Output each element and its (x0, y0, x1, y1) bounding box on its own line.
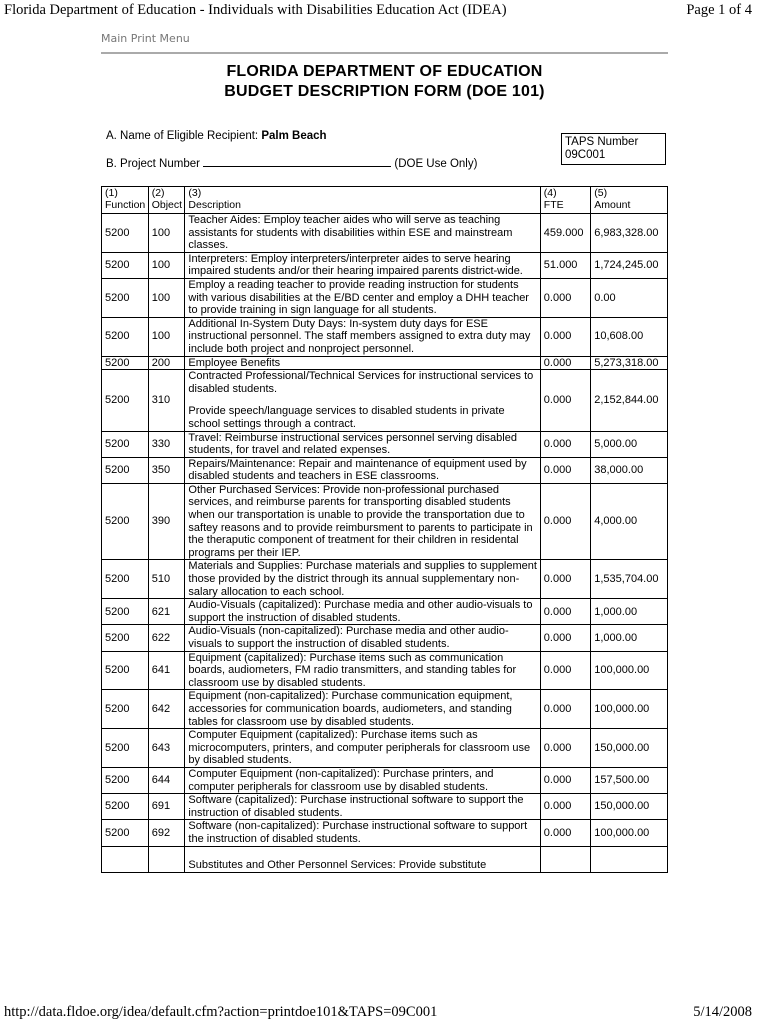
cell-object: 390 (148, 483, 185, 560)
cell-function: 5200 (102, 651, 149, 690)
cell-fte: 0.000 (540, 431, 590, 457)
cell-function: 5200 (102, 317, 149, 356)
cell-amount: 0.00 (591, 278, 668, 317)
cell-description (185, 599, 540, 625)
cell-function: 5200 (102, 356, 149, 370)
cell-function: 5200 (102, 820, 149, 846)
cell-amount: 1,535,704.00 (591, 560, 668, 599)
cell-fte: 0.000 (540, 625, 590, 651)
cell-description (185, 483, 540, 560)
cell-fte: 0.000 (540, 560, 590, 599)
recipient-label: A. Name of Eligible Recipient: (106, 130, 259, 142)
description-text: Software (non-capitalized): Purchase instructional software to support the instruction of disabled students. (188, 820, 528, 845)
cell-amount: 100,000.00 (591, 820, 668, 846)
taps-value: 09C001 (565, 149, 606, 161)
cell-object: 622 (148, 625, 185, 651)
header-num: (3) (188, 187, 202, 199)
menu-divider (101, 52, 668, 54)
cell-object: 100 (148, 252, 185, 278)
header-description (185, 187, 540, 214)
cell-fte: 0.000 (540, 767, 590, 793)
project-label: B. Project Number (106, 158, 200, 170)
cell-object: 644 (148, 767, 185, 793)
cell-description (185, 560, 540, 599)
taps-label: TAPS Number (565, 136, 639, 148)
description-text: Substitutes and Other Personnel Services: Provide substitute (188, 858, 487, 871)
cell-object: 692 (148, 820, 185, 846)
header-num: (5) (594, 187, 608, 199)
cell-fte: 0.000 (540, 651, 590, 690)
description-text: Other Purchased Services: Provide non-professional purchased services, and reimburse parents for transporting disabled students when our transportation is unable to provide the transportation due to saftey reasons and to provide reimbursment to parents to participate in the theraputic component of treatment for their children in residental programs per their IEP. (188, 483, 533, 559)
cell-function: 5200 (102, 431, 149, 457)
header-object (148, 187, 185, 214)
description-text: Repairs/Maintenance: Repair and maintenance of equipment used by disabled students and teachers in ESE classrooms. (188, 457, 527, 483)
cell-function: 5200 (102, 690, 149, 729)
cell-object: 200 (148, 356, 185, 370)
cell-function (102, 846, 149, 872)
cell-amount: 1,724,245.00 (591, 252, 668, 278)
header-fte (540, 187, 590, 214)
cell-object: 310 (148, 370, 185, 431)
cell-description (185, 846, 540, 872)
cell-object: 621 (148, 599, 185, 625)
cell-amount: 6,983,328.00 (591, 214, 668, 253)
cell-object: 510 (148, 560, 185, 599)
taps-box (561, 133, 666, 165)
cell-function: 5200 (102, 278, 149, 317)
cell-object: 643 (148, 729, 185, 768)
cell-function: 5200 (102, 214, 149, 253)
cell-amount: 10,608.00 (591, 317, 668, 356)
header-label: Description (188, 199, 241, 211)
table-row (102, 820, 668, 846)
cell-function: 5200 (102, 252, 149, 278)
cell-function: 5200 (102, 625, 149, 651)
table-row (102, 214, 668, 253)
cell-amount: 1,000.00 (591, 599, 668, 625)
cell-fte: 0.000 (540, 278, 590, 317)
description-text: Interpreters: Employ interpreters/interpreter aides to serve hearing impaired students and/or their hearing impaired parents district-wide. (188, 252, 523, 278)
cell-amount: 157,500.00 (591, 767, 668, 793)
cell-description (185, 820, 540, 846)
description-text-secondary: Provide speech/language services to disabled students in private school settings through a contract. (188, 405, 505, 430)
table-row (102, 356, 668, 370)
description-text: Computer Equipment (capitalized): Purchase items such as microcomputers, printers, and computer peripherals for classroom use by disabled students. (188, 729, 531, 767)
header-label: Amount (594, 199, 631, 211)
cell-fte: 0.000 (540, 599, 590, 625)
cell-fte: 0.000 (540, 457, 590, 483)
cell-object: 642 (148, 690, 185, 729)
cell-amount: 38,000.00 (591, 457, 668, 483)
main-print-menu-link[interactable]: Main Print Menu (101, 32, 190, 45)
cell-fte: 0.000 (540, 317, 590, 356)
cell-amount: 1,000.00 (591, 625, 668, 651)
table-row (102, 846, 668, 872)
cell-fte: 0.000 (540, 690, 590, 729)
cell-fte: 0.000 (540, 729, 590, 768)
cell-description (185, 457, 540, 483)
cell-description (185, 370, 540, 431)
cell-fte: 0.000 (540, 370, 590, 431)
header-num: (1) (105, 187, 118, 199)
table-row (102, 252, 668, 278)
table-header-row (102, 187, 668, 214)
cell-description (185, 625, 540, 651)
cell-description (185, 690, 540, 729)
cell-function: 5200 (102, 560, 149, 599)
cell-fte: 0.000 (540, 820, 590, 846)
cell-fte: 0.000 (540, 356, 590, 370)
cell-function: 5200 (102, 729, 149, 768)
budget-table (101, 186, 668, 873)
project-number-blank (203, 156, 391, 167)
table-row (102, 431, 668, 457)
cell-amount: 100,000.00 (591, 651, 668, 690)
cell-amount: 2,152,844.00 (591, 370, 668, 431)
form-title-line1: FLORIDA DEPARTMENT OF EDUCATION (226, 63, 543, 80)
cell-description (185, 317, 540, 356)
cell-function: 5200 (102, 767, 149, 793)
cell-description (185, 278, 540, 317)
cell-description (185, 767, 540, 793)
table-row (102, 599, 668, 625)
cell-amount: 5,273,318.00 (591, 356, 668, 370)
table-row (102, 560, 668, 599)
cell-description (185, 214, 540, 253)
description-text: Software (capitalized): Purchase instructional software to support the instruction of disabled students. (188, 794, 524, 819)
cell-description (185, 252, 540, 278)
cell-amount: 150,000.00 (591, 794, 668, 820)
header-num: (4) (543, 187, 557, 199)
form-title-line2: BUDGET DESCRIPTION FORM (DOE 101) (224, 83, 545, 100)
table-row (102, 278, 668, 317)
cell-object: 691 (148, 794, 185, 820)
cell-fte: 51.000 (540, 252, 590, 278)
cell-fte: 0.000 (540, 794, 590, 820)
table-row (102, 483, 668, 560)
cell-amount: 5,000.00 (591, 431, 668, 457)
browser-header-page: Page 1 of 4 (686, 2, 752, 18)
description-text: Audio-Visuals (non-capitalized): Purchase media and other audio-visuals to support the instruction of disabled students. (188, 625, 509, 650)
table-row (102, 457, 668, 483)
cell-description (185, 729, 540, 768)
cell-fte: 0.000 (540, 483, 590, 560)
cell-amount (591, 846, 668, 872)
header-label: FTE (543, 199, 564, 211)
table-row (102, 794, 668, 820)
cell-amount: 4,000.00 (591, 483, 668, 560)
cell-object (148, 846, 185, 872)
table-row (102, 767, 668, 793)
description-text: Audio-Visuals (capitalized): Purchase media and other audio-visuals to support the instruction of disabled students. (188, 599, 533, 624)
cell-function: 5200 (102, 794, 149, 820)
cell-object: 100 (148, 214, 185, 253)
cell-function: 5200 (102, 370, 149, 431)
cell-object: 330 (148, 431, 185, 457)
table-row (102, 729, 668, 768)
table-row (102, 625, 668, 651)
description-text: Equipment (non-capitalized): Purchase communication equipment, accessories for communication boards, audiometers, and standing tables for classroom use by disabled students. (188, 690, 513, 728)
cell-object: 100 (148, 278, 185, 317)
table-row (102, 651, 668, 690)
table-row (102, 317, 668, 356)
cell-description (185, 651, 540, 690)
cell-object: 350 (148, 457, 185, 483)
header-label: Function (105, 199, 146, 211)
recipient-value: Palm Beach (261, 130, 327, 142)
description-text: Equipment (capitalized): Purchase items such as communication boards, audiometers, FM radio transmitters, and standing tables for classroom use by disabled students. (188, 651, 517, 689)
cell-amount: 100,000.00 (591, 690, 668, 729)
header-label: Object (151, 199, 183, 211)
cell-fte (540, 846, 590, 872)
description-text: Additional In-System Duty Days: In-system duty days for ESE instructional personnel. The staff members assigned to extra duty may include both project and nonproject personnel. (188, 317, 531, 355)
cell-object: 100 (148, 317, 185, 356)
budget-table-body (102, 214, 668, 873)
cell-description (185, 794, 540, 820)
cell-amount: 150,000.00 (591, 729, 668, 768)
description-text: Employee Benefits (188, 356, 281, 369)
cell-function: 5200 (102, 599, 149, 625)
description-text: Teacher Aides: Employ teacher aides who will serve as teaching assistants for students with disabilities within ESE and mainstream classes. (188, 214, 513, 252)
browser-footer-url: http://data.fldoe.org/idea/default.cfm?action=printdoe101&TAPS=09C001 (4, 1004, 438, 1020)
cell-description (185, 431, 540, 457)
header-num: (2) (151, 187, 165, 199)
header-function (102, 187, 149, 214)
project-line (106, 156, 477, 170)
header-amount (591, 187, 668, 214)
cell-description (185, 356, 540, 370)
description-text: Computer Equipment (non-capitalized): Purchase printers, and computer peripherals for classroom use by disabled students. (188, 767, 494, 793)
cell-fte: 459.000 (540, 214, 590, 253)
description-text: Materials and Supplies: Purchase materials and supplies to supplement those provided by the district through its annual supplementary non-salary allocation to each school. (188, 560, 537, 598)
description-text: Travel: Reimburse instructional services personnel serving disabled students, for travel and related expenses. (188, 431, 517, 457)
table-row (102, 690, 668, 729)
project-note: (DOE Use Only) (394, 158, 478, 170)
description-spacer (188, 395, 537, 405)
cell-function: 5200 (102, 457, 149, 483)
recipient-line (106, 130, 327, 142)
table-row (102, 370, 668, 431)
cell-object: 641 (148, 651, 185, 690)
browser-footer-date: 5/14/2008 (693, 1004, 752, 1020)
description-text: Contracted Professional/Technical Services for instructional services to disabled students. (188, 370, 534, 395)
description-text: Employ a reading teacher to provide reading instruction for students with various disabilities at the E/BD center and employ a DHH teacher to provide training in sign language for all students. (188, 278, 529, 317)
cell-function: 5200 (102, 483, 149, 560)
browser-header-title: Florida Department of Education - Individuals with Disabilities Education Act (IDEA) (4, 2, 507, 18)
